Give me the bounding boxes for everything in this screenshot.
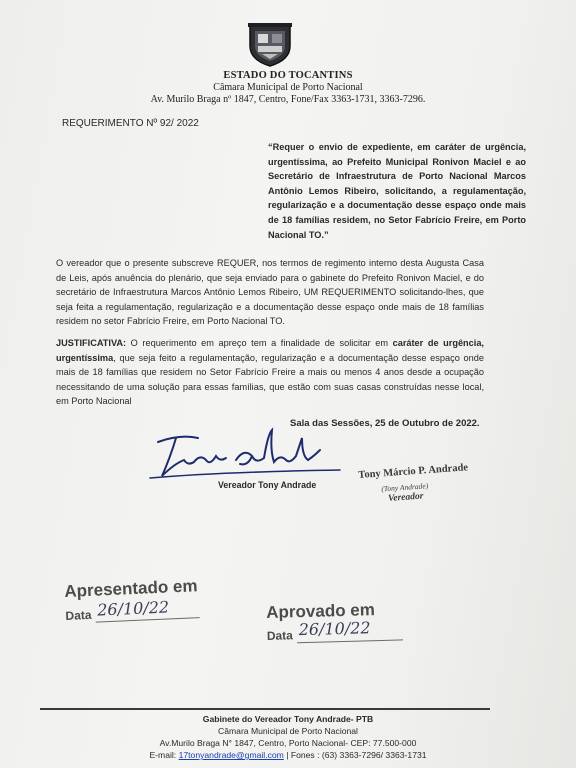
- footer-contact: [0, 750, 576, 760]
- approved-stamp: [266, 598, 447, 653]
- request-body: O vereador que o presente subscreve REQUER, nos termos de regimento interno desta Augusta Casa de Leis, após anuência do plenário, que seja enviado para o gabinete do Prefeito Ronivon Maciel, e do secretário de Infraestrutura Marcos Antônio Lemos Ribeiro, UM REQUERIMENTO solicitando-lhes, que seja feita a regulamentação, regularização e a documentação desse espaço onde mais de 18 famílias residem no setor Fabrício Freire, em Porto Nacional TO.: [56, 258, 484, 327]
- footer-email-label: E-mail:: [149, 750, 177, 760]
- city-crest-icon: [246, 20, 294, 68]
- presented-label: Apresentado em: [64, 576, 198, 601]
- signer-label: Vereador Tony Andrade: [218, 480, 317, 490]
- approved-label: Aprovado em: [266, 600, 376, 622]
- footer-address: Av.Murilo Braga N° 1847, Centro, Porto Nacional- CEP: 77.500-000: [159, 738, 417, 748]
- stamp-name: Tony Márcio P. Andrade: [358, 462, 469, 481]
- header-state: ESTADO DO TOCANTINS: [223, 70, 353, 81]
- footer-email-link[interactable]: 17tonyandrade@gmail.com: [178, 750, 284, 760]
- justification-paragraph: [56, 336, 484, 409]
- stamp-role: Vereador: [387, 491, 424, 504]
- justification-text-post: , que seja feito a regulamentação, regularização e a documentação desse espaço onde mais de 18 famílias que residem no Setor Fabrício Freire a mais ou menos 4 anos desde a ocupação necessitando de uma solução para essas famílias, que estão com suas casas construídas nesse local, em Porto Nacional: [56, 352, 484, 407]
- justification-emphasis: caráter de urgência, urgentíssima: [56, 338, 484, 363]
- footer-divider: [40, 708, 490, 710]
- presented-date: 26/10/22: [96, 597, 170, 620]
- approved-date-label: Data: [266, 628, 294, 643]
- header-address: Av. Murilo Braga nº 1847, Centro, Fone/Fax 3363-1731, 3363-7296.: [150, 94, 426, 105]
- request-number: REQUERIMENTO Nº 92/ 2022: [62, 118, 199, 129]
- presented-stamp: [64, 574, 246, 632]
- approved-date-line: [297, 639, 403, 643]
- signature-stamp: [358, 462, 481, 514]
- header-chamber: Câmara Municipal de Porto Nacional: [213, 82, 363, 93]
- sessions-date: Sala das Sessões, 25 de Outubro de 2022.: [290, 418, 480, 429]
- footer-office: Gabinete do Vereador Tony Andrade- PTB: [202, 714, 374, 724]
- stamp-nickname: (Tony Andrade): [381, 481, 429, 494]
- approved-date: 26/10/22: [298, 618, 371, 640]
- footer-chamber: Câmara Municipal de Porto Nacional: [218, 726, 358, 736]
- justification-text-pre: O requerimento em apreço tem a finalidade de solicitar em: [126, 338, 393, 348]
- request-summary: “Requer o envio de expediente, em caráter de urgência, urgentíssima, ao Prefeito Municipal Ronivon Maciel e ao Secretário de Infraestrutura de Porto Nacional Marcos Antônio Lemos Ribeiro, solicitando, a regulamentação, regularização e a documentação desse espaço onde mais de 18 famílias residem, no Setor Fabrício Freire, em Porto Nacional TO.”: [268, 142, 526, 240]
- presented-date-label: Data: [65, 607, 92, 623]
- footer-phones: | Fones : (63) 3363-7296/ 3363-1731: [286, 750, 427, 760]
- justification-label: JUSTIFICATIVA:: [56, 338, 127, 348]
